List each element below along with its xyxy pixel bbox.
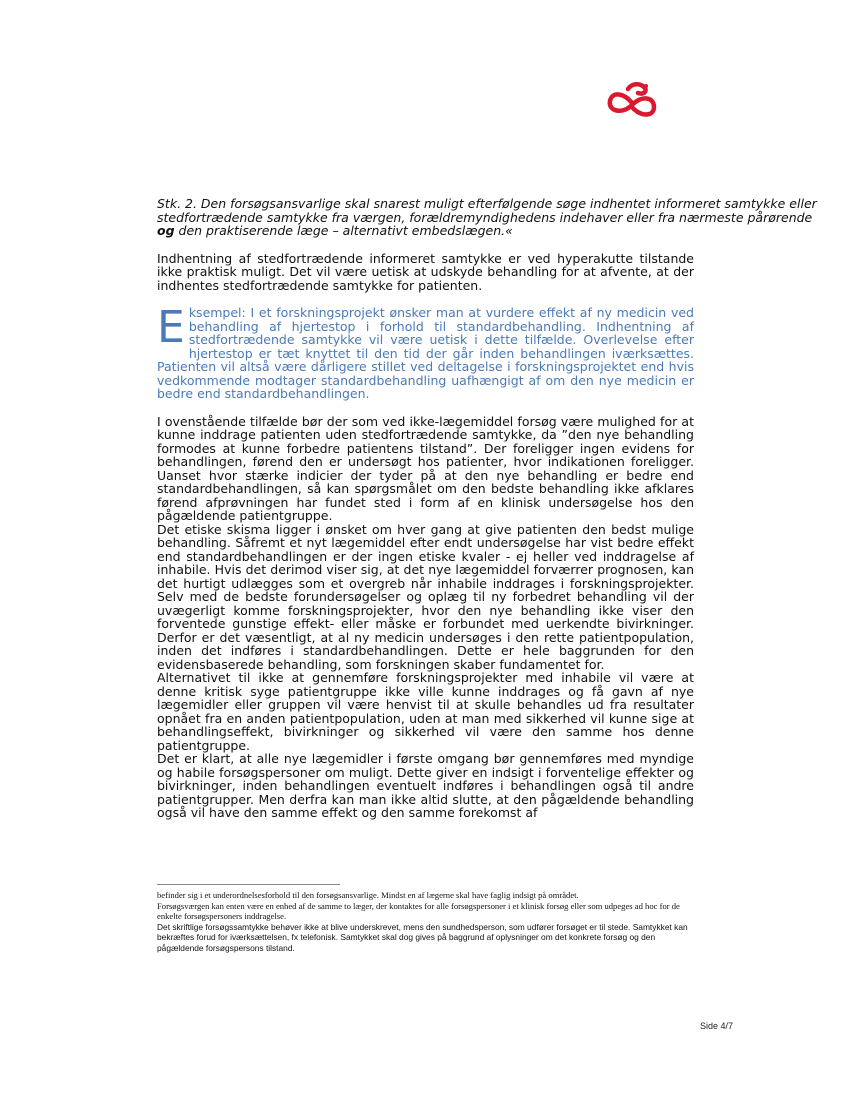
stk-paragraph — [157, 197, 817, 238]
serpent-logo-icon — [604, 77, 660, 121]
body-paragraph: Det etiske skisma ligger i ønsket om hver gang at give patienten den bedst mulige behandling. Såfremt et nyt lægemiddel efter endt undersøgelse har vist bedre effekt end standardbehandlingen er der ingen etiske kvaler - ej heller ved inddragelse af inhabile. Hvis det derimod viser sig, at det nye lægemiddel forværrer prognosen, kan det hurtigt udlægges som et overgreb når inhabile inddrages i forskningsprojekter. Selv med de bedste forundersøgelser og oplæg til ny forbedret behandling vil der uvægerligt komme forskningsprojekter, hvor den nye behandling ikke viser den forventede gunstige effekt- eller måske er forbundet med uerkendte bivirkninger. Derfor er det væsentligt, at al ny medicin undersøges i den rette patientpopulation, inden det indføres i standardbehandlingen. Dette er hele baggrunden for den evidensbaserede behandling, som forskningen skaber fundamentet for. — [157, 521, 694, 672]
main-content — [157, 196, 817, 820]
page-number: Side 4/7 — [700, 1021, 734, 1031]
example-dropcap: E — [157, 302, 185, 353]
body-paragraph: Alternativet til ikke at gennemføre forskningsprojekter med inhabile vil være at denne kritisk syge patientgruppe ikke ville kunne inddrages og få gavn af nye lægemidler eller gruppen vil være henvist til at skulle behandles ud fra resultater opnået fra en anden patientpopulation, uden at man med sikkerhed vil kunne sige at behandlingseffekt, bivirkninger og sikkerhed vil være den samme hos denne patientgruppe. — [157, 670, 694, 753]
footnote: Forsøgsværgen kan enten være en enhed af de samme to læger, der kontaktes for alle forsøgspersoner i et klinisk forsøg eller som udpeges ad hoc for de enkelte forsøgspersoners inddragelse. — [157, 900, 680, 921]
body-paragraph: Det er klart, at alle nye lægemidler i første omgang bør gennemføres med myndige og habile forsøgspersoner om muligt. Dette giver en indsigt i forventelige effekter og bivirkninger, inden behandlingen eventuelt indføres i behandlingen også til andre patientgrupper. Men derfra kan man ikke altid slutte, at den pågældende behandling også vil have den samme effekt og den samme forekomst af — [157, 751, 694, 820]
footnote-divider — [157, 884, 340, 885]
stk-text-end: den praktiserende læge – alternativt embedslægen.« — [174, 223, 513, 238]
footnote: befinder sig i et underordnelsesforhold til den forsøgsansvarlige. Mindst en af lægerne skal have faglig indsigt på området. — [157, 890, 579, 900]
intro-paragraph: Indhentning af stedfortrædende informeret samtykke er ved hyperakutte tilstande ikke praktisk muligt. Det vil være uetisk at udskyde behandling for at afvente, at der indhentes stedfortrædende samtykke for patienten. — [157, 250, 694, 293]
stk-bold-word: og — [157, 223, 175, 238]
footnotes — [157, 890, 694, 953]
footnote: Det skriftlige forsøgssamtykke behøver ikke at blive underskrevet, mens den sundhedsperson, som udfører forsøget er til stede. Samtykket kan bekræftes forud for iværksættelsen, fx telefonisk. Samtykket skal dog gives på baggrund af oplysninger om det konkrete forsøg og den pågældende forsøgspersons tilstand. — [157, 921, 688, 953]
stk-text: Stk. 2. Den forsøgsansvarlige skal snarest muligt efterfølgende søge indhentet informeret samtykke eller stedfortrædende samtykke fra værgen, forældremyndighedens indehaver eller fra nærmeste pårørende — [157, 196, 817, 225]
example-box — [157, 302, 694, 401]
body-paragraph: I ovenstående tilfælde bør der som ved ikke-lægemiddel forsøg være mulighed for at kunne inddrage patienten uden stedfortrædende samtykke, da ”den nye behandling formodes at kunne forbedre patientens tilstand”. Der foreligger ingen evidens for behandlingen, førend den er undersøgt hos patienter, hvor indikationen foreligger. Uanset hvor stærke indicier der tyder på at den nye behandling er bedre end standardbehandlingen, så kan spørgsmålet om den bedste behandling ikke afklares førend afprøvningen har fundet sted i form af en klinisk undersøgelse hos den pågældende patientgruppe. — [157, 413, 694, 523]
example-text: ksempel: I et forskningsprojekt ønsker man at vurdere effekt af ny medicin ved behandling af hjertestop i forhold til standardbehandling. Indhentning af stedfortrædende samtykke vil være uetisk i dette tilfælde. Overlevelse efter hjertestop er tæt knyttet til den tid der går inden behandlingen iværksættes. Patienten vil altså være dårligere stillet ved deltagelse i forskningsprojektet end hvis vedkommende modtager standardbehandling uafhængigt af om den nye medicin er bedre end standardbehandlingen. — [157, 305, 694, 401]
